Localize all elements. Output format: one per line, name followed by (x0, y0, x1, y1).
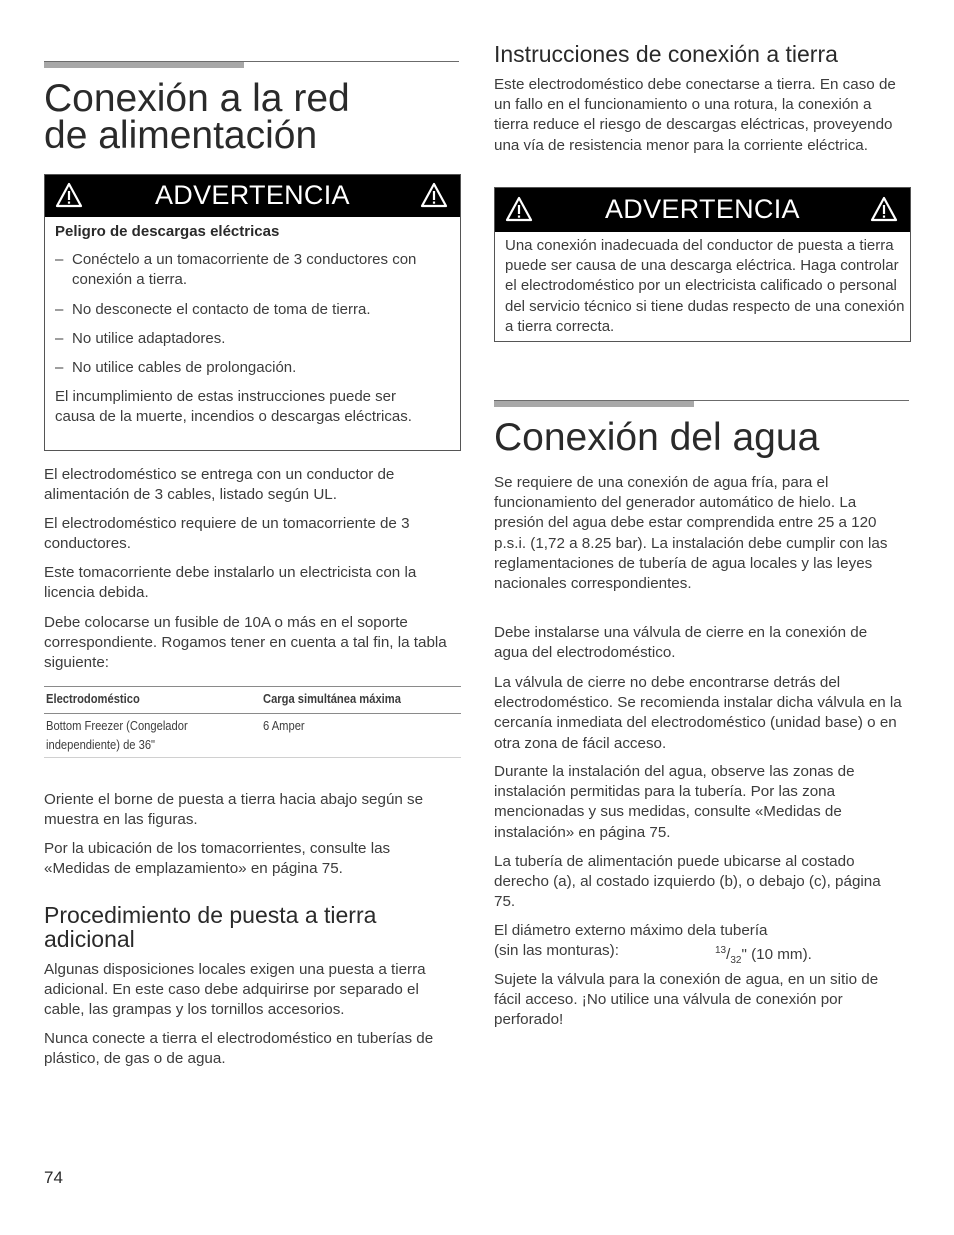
paragraph: El electrodoméstico se entrega con un conductor de alimentación de 3 cables, listado según UL. (44, 466, 395, 504)
warning-header (495, 188, 910, 232)
warning-triangle-icon (870, 196, 898, 222)
paragraph: Oriente el borne de puesta a tierra hacia abajo según se muestra en las figuras. (44, 791, 424, 829)
section-rule-accent (44, 62, 244, 68)
paragraph: Este tomacorriente debe instalarlo un electricista con la licencia debida. (44, 564, 417, 602)
paragraph: Este electrodoméstico debe conectarse a tierra. En caso de un fallo en el funcionamiento o una rotura, la conexión a tierra reduce el riesgo de descargas eléctricas, proveyendo una vía de resistencia menor para la corriente eléctrica. (494, 76, 896, 154)
paragraph: Se requiere de una conexión de agua fría, para el funcionamiento del generador automático de hielo. La presión del agua debe estar comprendida entre 25 a 120 p.s.i. (1,72 a 8.25 bar). La instalación debe cumplir con las reglamentaciones de tubería de agua locales y las leyes nacionales correspondientes. (494, 474, 888, 593)
table-bottom-rule (44, 757, 461, 758)
warning-triangle-icon (420, 182, 448, 208)
paragraph: Por la ubicación de los tomacorrientes, consulte las «Medidas de emplazamiento» en página 75. (44, 840, 391, 878)
warning-text: Una conexión inadecuada del conductor de puesta a tierra puede ser causa de una descarga eléctrica. Haga controlar el electrodoméstico por un electricista calificado o personal del servicio técnico si tiene dudas respecto de una conexión a tierra correcta. (505, 237, 905, 335)
warning-triangle-icon (505, 196, 533, 222)
warning-subtitle: Peligro de descargas eléctricas (55, 223, 280, 240)
subheading-extra-grounding: Procedimiento de puesta a tierra adicional (44, 902, 377, 952)
paragraph: Debe instalarse una válvula de cierre en la conexión de agua del electrodoméstico. (494, 624, 868, 662)
table-top-rule (44, 686, 461, 687)
table-header-rule (44, 713, 461, 714)
section-title-water: Conexión del agua (494, 416, 820, 459)
paragraph: Durante la instalación del agua, observe las zonas de instalación permitidas para la tubería. Por las zona mencionadas y sus medidas, consulte «Medidas de instalación» en página 75. (494, 763, 855, 841)
section-rule-accent (494, 401, 694, 407)
table-header: Carga simultánea máxima (263, 691, 401, 706)
page-number: 74 (44, 1168, 63, 1187)
paragraph: El electrodoméstico requiere de un tomacorriente de 3 conductores. (44, 515, 410, 553)
subheading-grounding-instructions: Instrucciones de conexión a tierra (494, 41, 838, 67)
warning-triangle-icon (55, 182, 83, 208)
paragraph: Debe colocarse un fusible de 10A o más en el soporte correspondiente. Rogamos tener en cuenta a tal fin, la tabla siguiente: (44, 614, 447, 672)
paragraph: La tubería de alimentación puede ubicarse al costado derecho (a), al costado izquierdo (b), o debajo (c), página 75. (494, 853, 881, 911)
paragraph: Algunas disposiciones locales exigen una puesta a tierra adicional. En este caso debe adquirirse por separado el cable, las grampas y los tornillos accesorios. (44, 961, 426, 1019)
section-title-power: Conexión a la red de alimentación (44, 77, 350, 157)
warning-box-grounding (494, 187, 911, 342)
warning-title: ADVERTENCIA (605, 194, 800, 224)
warning-box-electric: ADVERTENCIA Peligro de descargas eléctricas – Conéctelo a un tomacorriente de 3 conductores con conexión a tierra. – No desconecte el contacto de toma de tierra. – No utilice adaptadores. – No utilice cables de prolongación. El incumplimiento de estas instrucciones puede ser causa de la muerte, incendios o descargas eléctricas. (44, 174, 461, 451)
fraction: $^{13}/_{32}$" (10 mm). (715, 945, 812, 967)
warning-title: ADVERTENCIA (155, 180, 350, 210)
paragraph: Sujete la válvula para la conexión de agua, en un sitio de fácil acceso. ¡No utilice una válvula de conexión por perforado! (494, 971, 879, 1029)
table-cell: Bottom Freezer (Congelador independiente) de 36" (46, 718, 188, 752)
paragraph: La válvula de cierre no debe encontrarse detrás del electrodoméstico. Se recomienda instalar dicha válvula en la cercanía inmediata del electrodoméstico (unidad base) o en otra zona de fácil acceso. (494, 674, 902, 752)
warning-header (45, 175, 460, 217)
pipe-diameter: El diámetro externo máximo dela tubería (sin las monturas): $^{13}/_{32}$" (10 mm). (494, 921, 894, 961)
table-cell: 6 Amper (263, 718, 305, 733)
warning-note: El incumplimiento de estas instrucciones puede ser causa de la muerte, incendios o descargas eléctricas. (55, 388, 412, 425)
paragraph: Nunca conecte a tierra el electrodoméstico en tuberías de plástico, de gas o de agua. (44, 1030, 434, 1068)
table-header: Electrodoméstico (46, 691, 140, 706)
